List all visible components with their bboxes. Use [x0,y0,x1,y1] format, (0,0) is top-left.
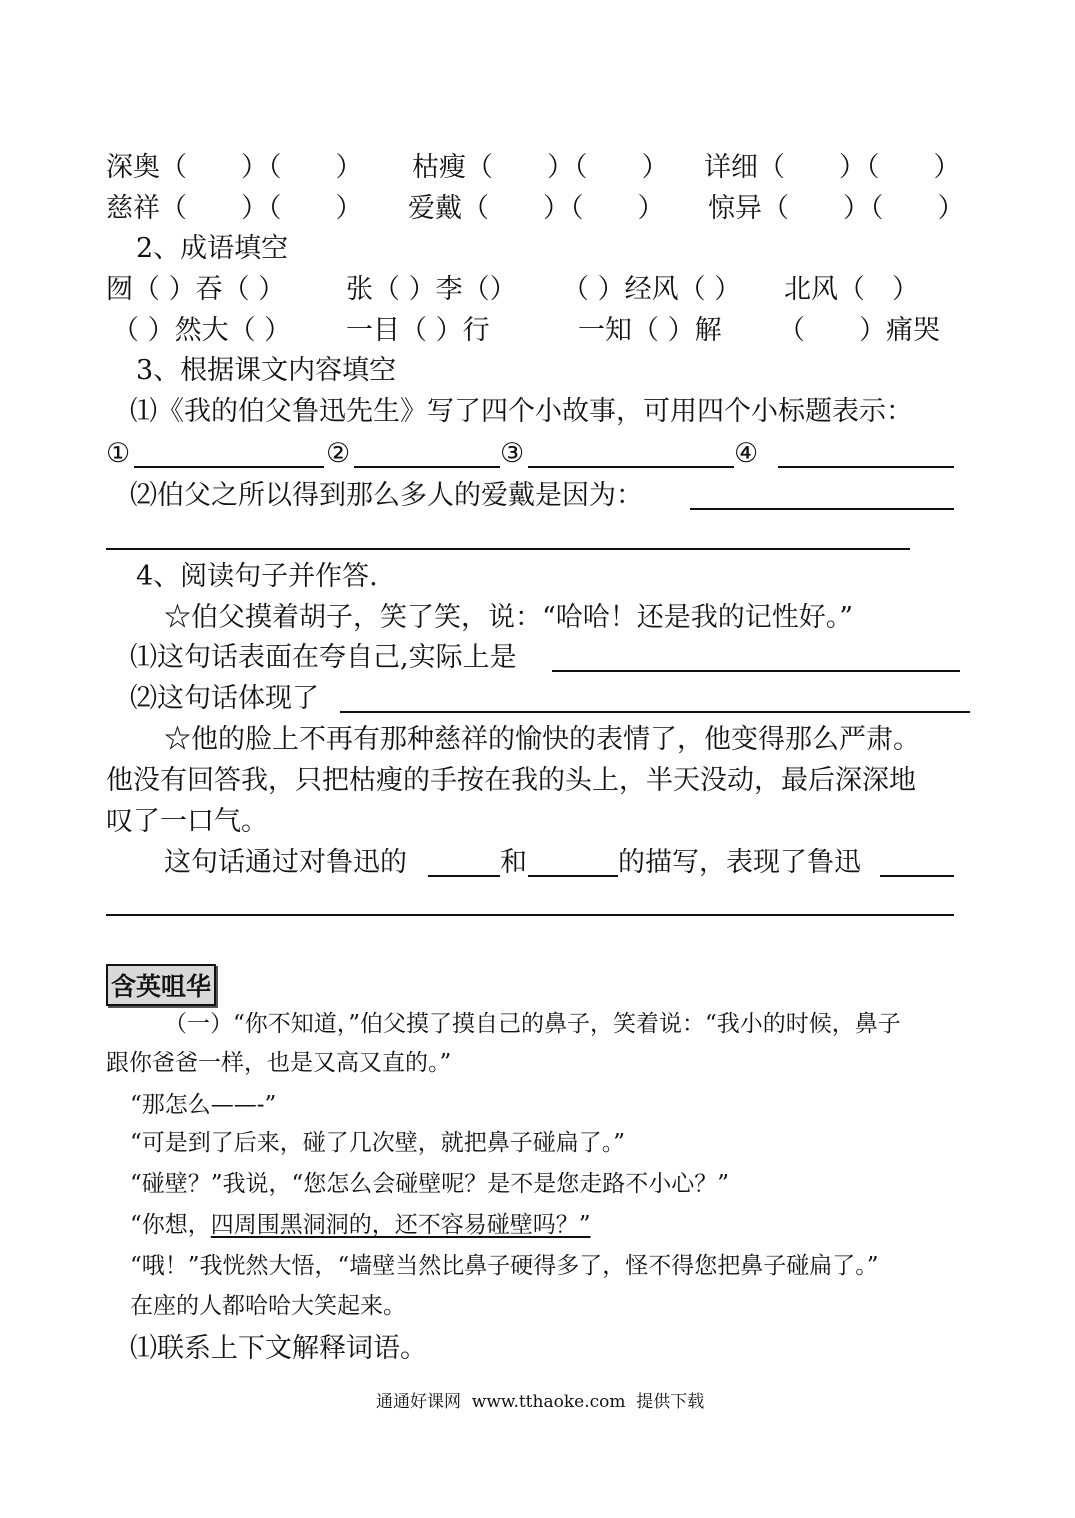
word-row2-item1: 慈祥（ ）（ ） [106,193,363,224]
passage-line8: 在座的人都哈哈大笑起来。 [130,1293,406,1319]
q3-blank-4[interactable] [778,466,954,468]
q3-part2-answer-line[interactable] [106,548,910,550]
q4-sentence2-line2: 他没有回答我，只把枯瘦的手按在我的头上，半天没动，最后深深地 [106,765,916,796]
q3-part1: ⑴《我的伯父鲁迅先生》写了四个小故事，可用四个小标题表示： [130,396,913,427]
passage-line5: “碰壁？”我说，“您怎么会碰壁呢？是不是您走路不小心？” [130,1171,730,1197]
passage-line7: “哦！”我恍然大悟，“墙壁当然比鼻子硬得多了，怪不得您把鼻子碰扁了。” [130,1253,879,1279]
q4-s1-q2-blank[interactable] [340,711,970,713]
q4-s1-question1: ⑴这句话表面在夸自己,实际上是 [130,642,517,673]
passage-line6-start: “你想， [130,1212,211,1238]
q4-s1-question2: ⑵这句话体现了 [130,683,319,714]
passage-underlined-sentence: 四周围黑洞洞的，还不容易碰壁吗？” [210,1212,591,1238]
q3-title: 3、根据课文内容填空 [136,355,397,386]
q3-part2: ⑵伯父之所以得到那么多人的爱戴是因为： [130,480,643,511]
q4-s2-question-c: 的描写，表现了鲁迅 [618,847,861,878]
word-row2-item2: 爱戴（ ）（ ） [408,193,665,224]
idiom-6: 一目（ ）行 [346,315,490,346]
idiom-5: （ ）然大（ ） [112,315,292,346]
q4-s1-q1-blank[interactable] [552,670,960,672]
word-row2-item3: 惊异（ ）（ ） [708,193,965,224]
section-header: 含英咀华 [106,964,216,1006]
q3-blank-3[interactable] [528,466,734,468]
word-row1-item1: 深奥（ ）（ ） [106,152,363,183]
q3-mark-4: ④ [734,438,759,469]
q3-mark-1: ① [106,438,131,469]
footer-text: 通通好课网 www.tthaoke.com 提供下载 [376,1392,705,1412]
idiom-7: 一知（ ）解 [578,315,722,346]
q4-s2-answer-line[interactable] [106,914,954,916]
q4-s2-question-b: 和 [500,847,527,878]
q4-title: 4、阅读句子并作答. [136,561,378,592]
idiom-4: 北风（ ） [784,274,919,305]
q4-s2-blank-2[interactable] [528,875,618,877]
q3-blank-1[interactable] [134,466,324,468]
passage-line1: （一）“你不知道，”伯父摸了摸自己的鼻子，笑着说：“我小的时候，鼻子 [164,1011,901,1037]
passage-question1: ⑴联系上下文解释词语。 [130,1333,427,1364]
q4-sentence1: ☆伯父摸着胡子，笑了笑，说：“哈哈！还是我的记性好。” [164,602,854,633]
passage-line6 [130,1212,591,1238]
q4-s2-blank-1[interactable] [428,875,500,877]
passage-line3: “那怎么——-” [130,1092,277,1118]
idiom-2: 张（ ）李（） [346,274,517,305]
word-row1-item2: 枯瘦（ ）（ ） [412,152,669,183]
q3-mark-3: ③ [500,438,525,469]
idiom-1: 囫（ ）吞（ ） [106,274,286,305]
idiom-8: （ ）痛哭 [778,315,940,346]
q3-mark-2: ② [326,438,351,469]
q4-s2-blank-3[interactable] [880,875,954,877]
q2-title: 2、成语填空 [136,233,289,264]
q4-s2-question-a: 这句话通过对鲁迅的 [164,847,407,878]
word-row1-item3: 详细（ ）（ ） [704,152,961,183]
q4-sentence2-line1: ☆他的脸上不再有那种慈祥的愉快的表情了，他变得那么严肃。 [164,724,920,755]
idiom-3: （ ）经风（ ） [562,274,742,305]
passage-line4: “可是到了后来，碰了几次壁，就把鼻子碰扁了。” [130,1130,626,1156]
q3-blank-2[interactable] [354,466,500,468]
q3-part2-blank[interactable] [690,508,954,510]
passage-line2: 跟你爸爸一样，也是又高又直的。” [106,1050,452,1076]
q4-sentence2-line3: 叹了一口气。 [106,806,268,837]
